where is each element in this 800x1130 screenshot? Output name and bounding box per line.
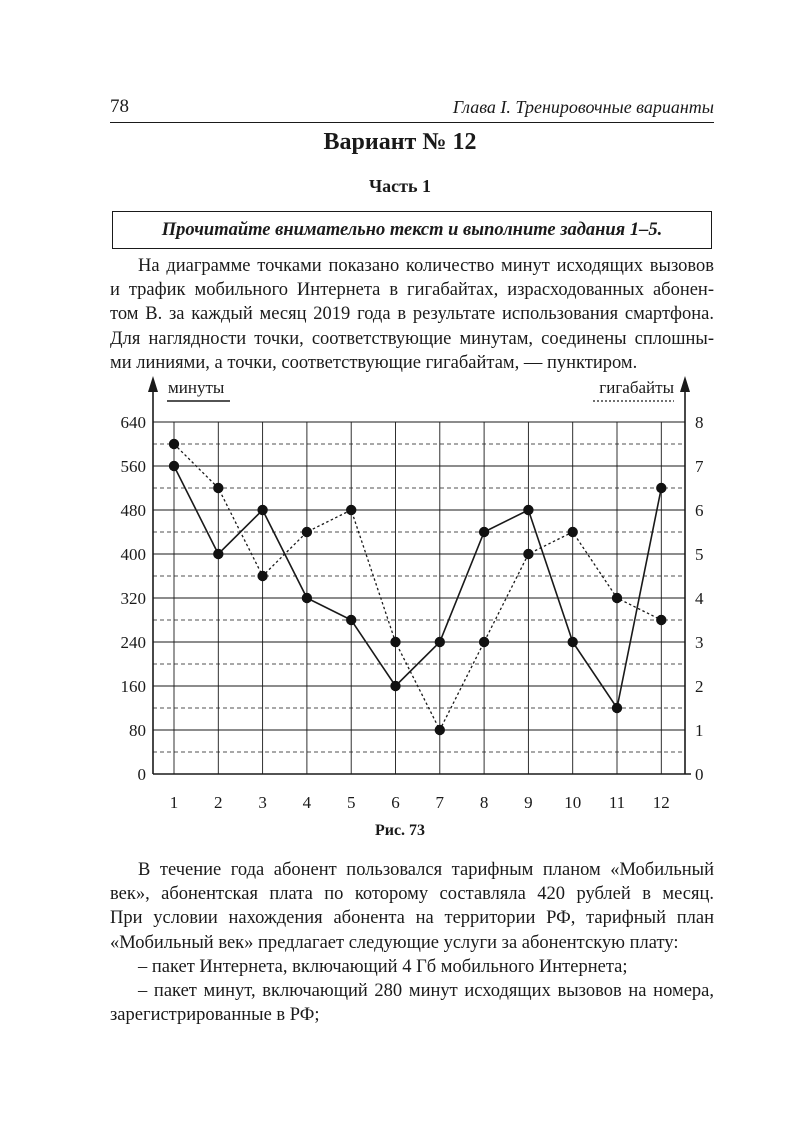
minutes-point — [169, 461, 179, 471]
left-axis-arrow — [148, 376, 158, 392]
x-tick-label: 11 — [608, 793, 626, 812]
header-rule — [110, 122, 714, 123]
page-header — [110, 96, 714, 120]
right-tick-label: 2 — [695, 677, 704, 696]
right-tick-label: 7 — [695, 457, 704, 476]
left-tick-label: 0 — [137, 765, 146, 784]
right-tick-label: 5 — [695, 545, 704, 564]
body-line: При условии нахождения абонента на территории РФ, тарифный план — [110, 908, 714, 929]
gigabytes-point — [302, 527, 312, 537]
instruction-text: Прочитайте внимательно текст и выполните задания 1–5. — [161, 219, 663, 240]
left-tick-label: 320 — [120, 589, 146, 608]
x-tick-label: 1 — [169, 793, 179, 812]
variant-title: Вариант № 12 — [323, 129, 477, 155]
minutes-point — [612, 703, 622, 713]
body-line: – пакет Интернета, включающий 4 Гб мобильного Интернета; — [138, 956, 628, 977]
body-paragraph — [110, 858, 714, 1027]
gigabytes-point — [612, 593, 622, 603]
x-tick-label: 6 — [391, 793, 400, 812]
x-tick-label: 8 — [479, 793, 489, 812]
running-head: Глава I. Тренировочные варианты — [452, 97, 714, 117]
left-tick-label: 400 — [120, 545, 146, 564]
right-axis-arrow — [680, 376, 690, 392]
x-tick-label: 5 — [346, 793, 356, 812]
figure-caption: Рис. 73 — [374, 822, 426, 839]
left-tick-label: 240 — [120, 633, 146, 652]
x-tick-label: 3 — [258, 793, 267, 812]
gigabytes-point — [479, 637, 489, 647]
part-title: Часть 1 — [368, 176, 432, 196]
minutes-series-line — [174, 466, 661, 708]
left-tick-label: 560 — [120, 457, 146, 476]
x-tick-label: 7 — [435, 793, 445, 812]
body-line: «Мобильный век» предлагает следующие услуги за абонентскую плату: — [110, 932, 679, 953]
chart-svg — [100, 372, 720, 822]
x-tick-label: 2 — [214, 793, 223, 812]
gigabytes-point — [435, 725, 445, 735]
right-tick-label: 8 — [695, 413, 704, 432]
x-tick-label: 9 — [524, 793, 533, 812]
body-line: век», абонентская плата по которому составляла 420 рублей в месяц. — [110, 884, 714, 905]
right-tick-label: 0 — [695, 765, 704, 784]
gigabytes-point — [169, 439, 179, 449]
left-tick-label: 480 — [120, 501, 146, 520]
gigabytes-point — [656, 615, 666, 625]
gigabytes-point — [390, 637, 400, 647]
body-line: зарегистрированные в РФ; — [110, 1005, 320, 1026]
chart — [100, 372, 720, 822]
intro-paragraph — [110, 254, 714, 375]
right-tick-label: 4 — [695, 589, 704, 608]
intro-line: том В. за каждый месяц 2019 года в результате использования смартфона. — [110, 304, 714, 325]
right-axis-title: гигабайты — [599, 378, 674, 397]
left-tick-label: 80 — [129, 721, 146, 740]
left-axis-title: минуты — [168, 378, 225, 397]
gigabytes-point — [213, 483, 223, 493]
minutes-point — [656, 483, 666, 493]
x-tick-label: 12 — [652, 793, 670, 812]
body-line: В течение года абонент пользовался тарифным планом «Мобильный — [138, 860, 714, 880]
intro-line: На диаграмме точками показано количество минут исходящих вызовов — [138, 256, 714, 276]
intro-line: Для наглядности точки, соответствующие минутам, соединены сплошны- — [110, 328, 714, 349]
minutes-point — [346, 615, 356, 625]
left-tick-label: 160 — [120, 677, 146, 696]
gigabytes-point — [523, 549, 533, 559]
minutes-point — [302, 593, 312, 603]
page-number: 78 — [110, 96, 129, 117]
right-tick-label: 1 — [695, 721, 704, 740]
minutes-point — [213, 549, 223, 559]
x-tick-label: 10 — [564, 793, 582, 812]
instruction-box — [112, 211, 712, 249]
minutes-point — [390, 681, 400, 691]
gigabytes-point — [568, 527, 578, 537]
right-tick-label: 6 — [695, 501, 704, 520]
minutes-point — [568, 637, 578, 647]
left-tick-label: 640 — [120, 413, 146, 432]
body-line: – пакет минут, включающий 280 минут исходящих вызовов на номера, — [138, 981, 714, 1002]
x-tick-label: 4 — [302, 793, 312, 812]
intro-line: и трафик мобильного Интернета в гигабайтах, израсходованных абонен- — [110, 280, 714, 301]
minutes-point — [435, 637, 445, 647]
minutes-point — [479, 527, 489, 537]
intro-line: ми линиями, а точки, соответствующие гигабайтам, — пунктиром. — [110, 352, 638, 373]
minutes-point — [257, 505, 267, 515]
minutes-point — [523, 505, 533, 515]
right-tick-label: 3 — [695, 633, 704, 652]
gigabytes-point — [257, 571, 267, 581]
gigabytes-point — [346, 505, 356, 515]
gigabytes-series-line — [174, 444, 661, 730]
